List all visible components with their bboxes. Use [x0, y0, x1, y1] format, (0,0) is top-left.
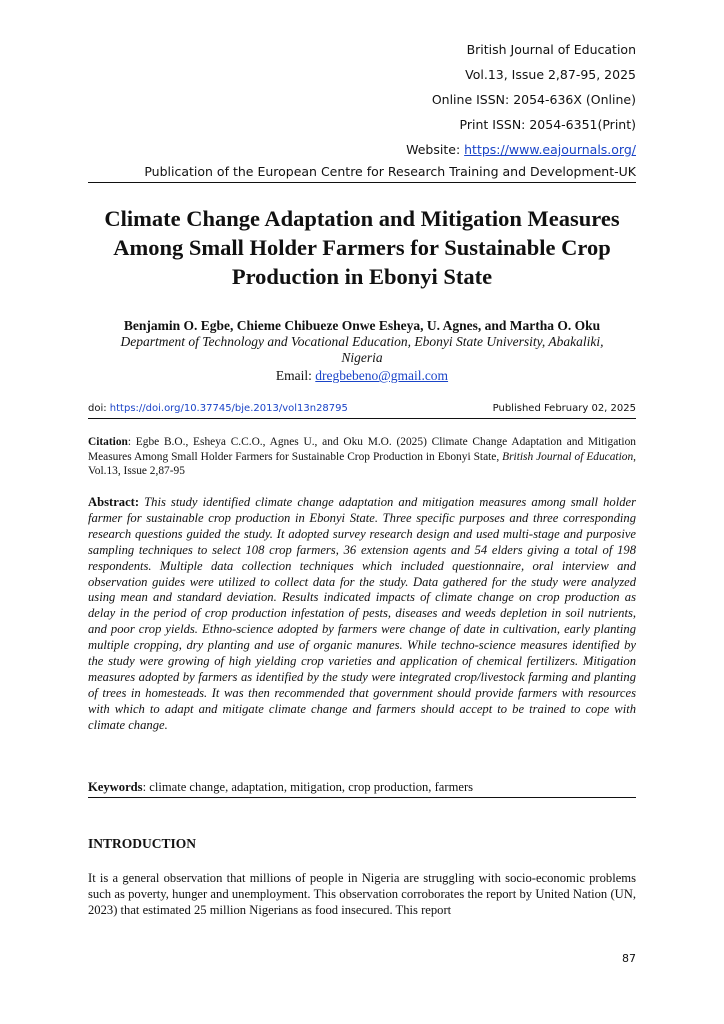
publisher-line: Publication of the European Centre for Research Training and Development-UK [88, 165, 636, 183]
abstract [88, 495, 636, 734]
keywords-text: : climate change, adaptation, mitigation, crop production, farmers [142, 780, 474, 794]
doi-row [88, 403, 636, 419]
authors: Benjamin O. Egbe, Chieme Chibueze Onwe Esheya, U. Agnes, and Martha O. Oku [123, 318, 601, 333]
journal-volume: Vol.13, Issue 2,87-95, 2025 [465, 67, 636, 82]
citation-label: Citation [88, 436, 128, 448]
introduction-text: It is a general observation that millions of people in Nigeria are struggling with socio-economic problems such as poverty, hunger and unemployment. This observation corroborates the report by United Nation (UN, 2023) that estimated 25 million Nigerians as food insecured. This report [88, 871, 636, 917]
keywords [88, 780, 636, 798]
page-number: 87 [622, 952, 636, 965]
citation [88, 435, 636, 479]
published-date: Published February 02, 2025 [492, 403, 636, 414]
email-link[interactable]: dregbebeno@gmail.com [315, 368, 449, 383]
website-link[interactable]: https://www.eajournals.org/ [464, 142, 636, 157]
doi-link[interactable]: https://doi.org/10.37745/bje.2013/vol13n28795 [109, 403, 348, 414]
citation-tail: , Vol.13, Issue 2,87-95 [88, 450, 637, 477]
affiliation: Department of Technology and Vocational Education, Ebonyi State University, Abakaliki, Nigeria [120, 334, 604, 365]
introduction-heading: INTRODUCTION [88, 836, 197, 851]
paper-title: Climate Change Adaptation and Mitigation Measures Among Small Holder Farmers for Sustainable Crop Production in Ebonyi State [104, 206, 620, 289]
citation-text: : Egbe B.O., Esheya C.C.O., Agnes U., and Oku M.O. (2025) Climate Change Adaptation and Mitigation Measures Among Small Holder Farmers for Sustainable Crop Production in Ebonyi State, [88, 436, 636, 463]
email-label: Email: [275, 368, 316, 383]
journal-name: British Journal of Education [466, 42, 636, 57]
citation-journal: British Journal of Education [502, 450, 634, 463]
abstract-label: Abstract: [88, 495, 140, 509]
print-issn: Print ISSN: 2054-6351(Print) [459, 117, 636, 132]
website-line [406, 142, 636, 157]
website-label: Website: [406, 142, 465, 157]
abstract-text: This study identified climate change adaptation and mitigation measures among small holder farmer for sustainable crop production in Ebonyi State. Three specific purposes and three corresponding research questions guided the study. It adopted survey research design and used multi-stage and purposive sampling techniques to select 108 crop farmers, 36 extension agents and 54 elders giving a total of 198 respondents. Multiple data collection techniques which included questionnaire, oral interview and observation guides were utilized to collect data for the study. Data gathered for the study were analyzed using mean and standard deviation. Results indicated impacts of climate change on crop production as delay in the period of crop production infestation of pests, diseases and weeds depletion in soil nutrients, and poor crop yields. Ethno-science adopted by farmers were change of date in cultivation, early planting multiple cropping, dry planting and use of organic manures. While techno-science measures identified by the study were growing of high yielding crop varieties and application of chemical fertilizers. Mitigation measures adopted by farmers as identified by the study were integrated crop/livestock farming and planting of trees in homesteads. It was then recommended that government should provide farmers with resources with which to adapt and mitigate climate change and farmers should accept to be trained to cope with climate change. [88, 495, 636, 732]
online-issn: Online ISSN: 2054-636X (Online) [431, 92, 636, 107]
doi-label: doi: [88, 403, 110, 414]
email-line [88, 368, 636, 384]
keywords-label: Keywords [88, 780, 143, 794]
